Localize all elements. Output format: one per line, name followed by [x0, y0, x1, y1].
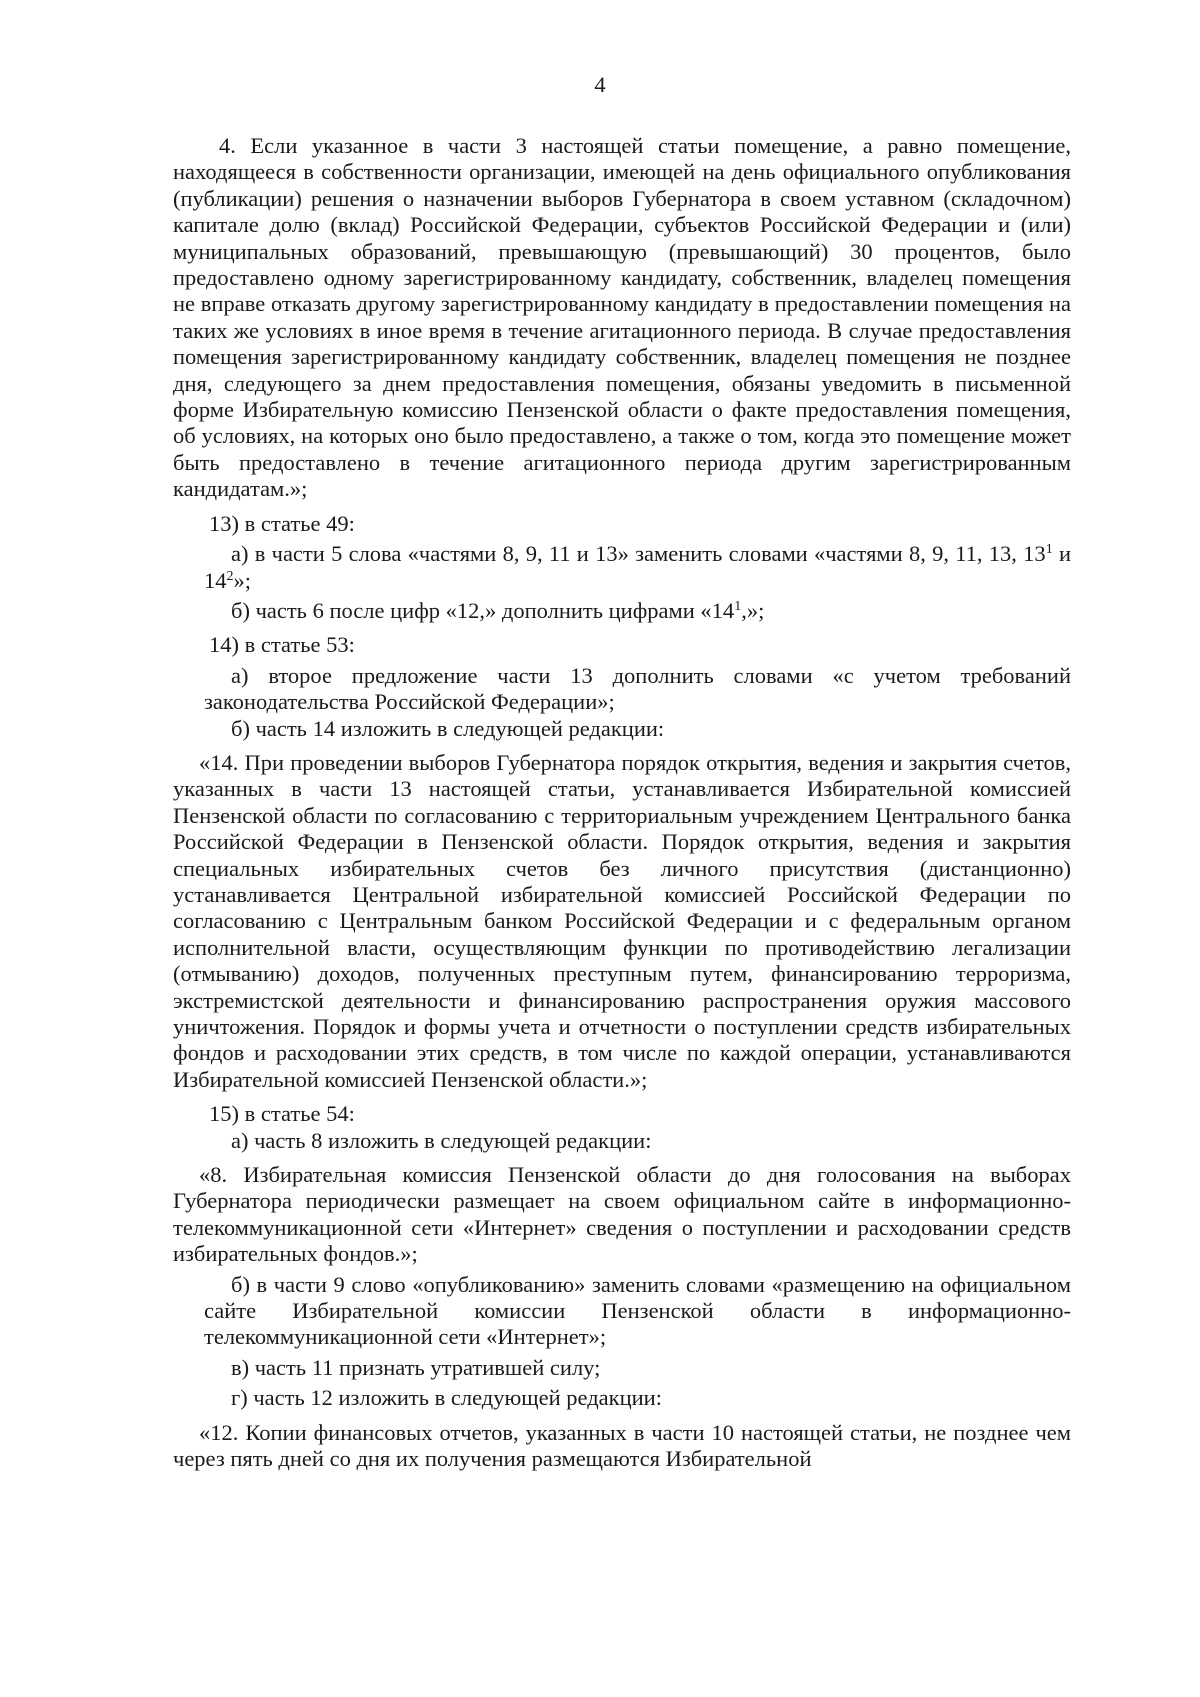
list-item-15-a: а) часть 8 изложить в следующей редакции: — [231, 1127, 652, 1153]
list-item-13-b — [231, 598, 1071, 624]
text-run: а) в части 5 слова «частями 8, 9, 11 и 13» заменить словами «частями 8, 9, 11, 13, 13 — [231, 541, 1046, 567]
text-run: »; — [233, 567, 252, 593]
superscript: 1 — [1045, 542, 1053, 558]
list-item-13: 13) в статье 49: — [209, 510, 355, 536]
text-run: ,»; — [741, 597, 765, 623]
list-item-15-v: в) часть 11 признать утратившей силу; — [231, 1354, 601, 1380]
document-body — [173, 133, 1071, 1473]
superscript: 2 — [226, 568, 234, 584]
page-number: 4 — [594, 72, 606, 97]
text-run: и 14 — [204, 541, 1071, 593]
superscript: 1 — [734, 598, 742, 614]
paragraph-part-4: 4. Если указанное в части 3 настоящей статьи помещение, а равно помещение, находящееся в собственности организации, имеющей на день официального опубликования (публикации) решения о назначении выборов Губернатора в своем уставном (складочном) капитале долю (вклад) Российской Федерации, субъектов Российской Федерации и (или) муниципальных образований, превышающую (превышающий) 30 процентов, было предоставлено одному зарегистрированному кандидату, собственник, владелец помещения не вправе отказать другому зарегистрированному кандидату в предоставлении помещения на таких же условиях в иное время в течение агитационного периода. В случае предоставления помещения зарегистрированному кандидату собственник, владелец помещения не позднее дня, следующего за днем предоставления помещения, обязаны уведомить в письменной форме Избирательную комиссию Пензенской области о факте предоставления помещения, об условиях, на которых оно было предоставлено, а также о том, когда это помещение может быть предоставлено в течение агитационного периода другим зарегистрированным кандидатам.»; — [173, 133, 1071, 502]
paragraph-part-12: «12. Копии финансовых отчетов, указанных в части 10 настоящей статьи, не позднее чем через пять дней со дня их получения размещаются Избирательной — [173, 1419, 1071, 1472]
paragraph-part-8: «8. Избирательная комиссия Пензенской области до дня голосования на выборах Губернатора периодически размещает на своем официальном сайте в информационно-телекоммуникационной сети «Интернет» сведения о поступлении и расходовании средств избирательных фондов.»; — [173, 1162, 1071, 1267]
list-item-15-g: г) часть 12 изложить в следующей редакции: — [231, 1385, 662, 1411]
list-item-14-a: а) второе предложение части 13 дополнить словами «с учетом требований законодательства Российской Федерации»; — [204, 662, 1071, 715]
list-item-14: 14) в статье 53: — [209, 632, 355, 658]
list-item-14-b: б) часть 14 изложить в следующей редакции: — [231, 715, 665, 741]
list-item-15: 15) в статье 54: — [209, 1101, 355, 1127]
paragraph-part-14: «14. При проведении выборов Губернатора порядок открытия, ведения и закрытия счетов, указанных в части 13 настоящей статьи, устанавливается Избирательной комиссией Пензенской области по согласованию с территориальным учреждением Центрального банка Российской Федерации в Пензенской области. Порядок открытия, ведения и закрытия специальных избирательных счетов без личного присутствия (дистанционно) устанавливается Центральной избирательной комиссией Российской Федерации по согласованию с Центральным банком Российской Федерации и с федеральным органом исполнительной власти, осуществляющим функции по противодействию легализации (отмыванию) доходов, полученных преступным путем, финансированию терроризма, экстремистской деятельности и финансированию распространения оружия массового уничтожения. Порядок и формы учета и отчетности о поступлении средств избирательных фондов и расходовании этих средств, в том числе по каждой операции, устанавливаются Избирательной комиссией Пензенской области.»; — [173, 749, 1071, 1092]
text-run: б) часть 6 после цифр «12,» дополнить цифрами «14 — [231, 597, 735, 623]
list-item-13-a — [204, 541, 1071, 594]
list-item-15-b: б) в части 9 слово «опубликованию» заменить словами «размещению на официальном сайте Избирательной комиссии Пензенской области в информационно-телекоммуникационной сети «Интернет»; — [204, 1271, 1071, 1350]
